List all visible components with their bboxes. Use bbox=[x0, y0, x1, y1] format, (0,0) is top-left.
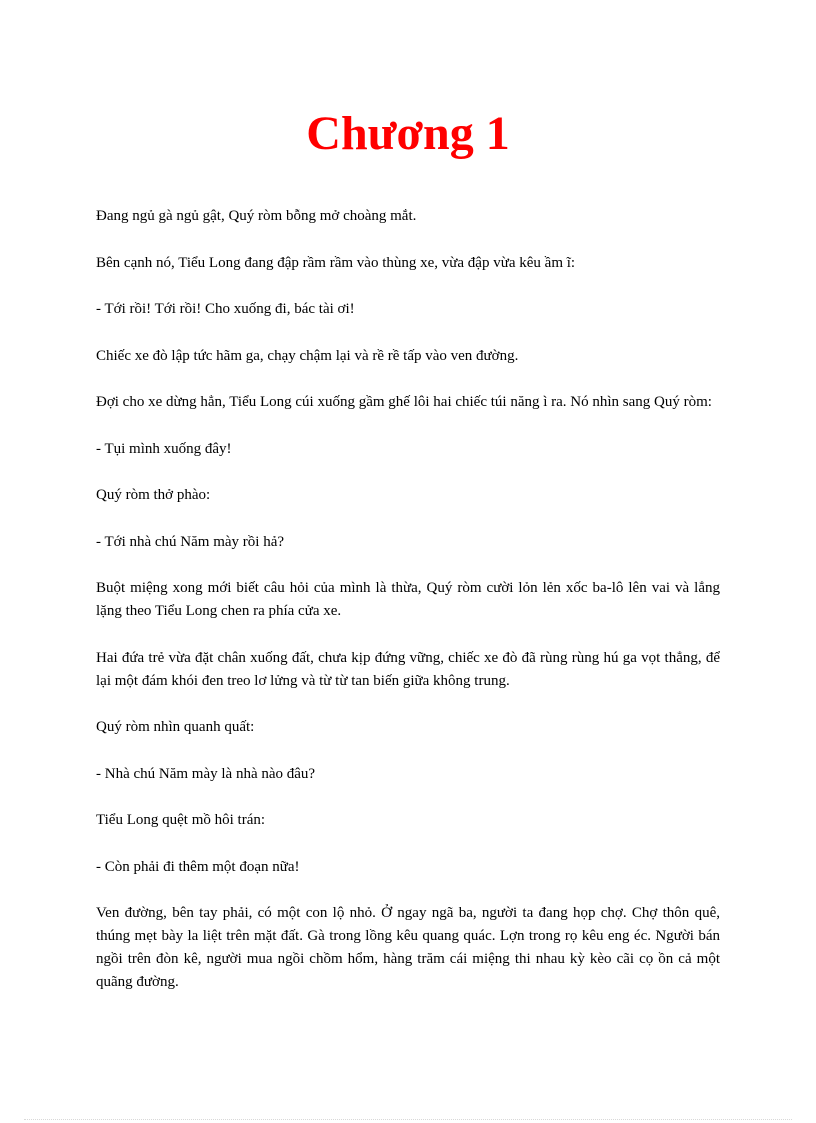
paragraph: Hai đứa trẻ vừa đặt chân xuống đất, chưa kịp đứng vững, chiếc xe đò đã rùng rùng hú ga vọt thẳng, để lại một đám khói đen treo lơ lửng và từ từ tan biến giữa không trung. bbox=[96, 649, 720, 689]
paragraph: - Còn phải đi thêm một đoạn nữa! bbox=[96, 858, 300, 875]
paragraph: Quý ròm thở phào: bbox=[96, 487, 211, 503]
paragraph: - Nhà chú Năm mày là nhà nào đâu? bbox=[96, 765, 316, 782]
chapter-body bbox=[96, 205, 720, 1018]
paragraph: - Tới rồi! Tới rồi! Cho xuống đi, bác tài ơi! bbox=[96, 301, 355, 317]
paragraph: Tiểu Long quệt mồ hôi trán: bbox=[96, 812, 266, 828]
paragraph: Bên cạnh nó, Tiểu Long đang đập rầm rầm vào thùng xe, vừa đập vừa kêu ầm ĩ: bbox=[96, 254, 576, 271]
paragraph: - Tới nhà chú Năm mày rồi hả? bbox=[96, 533, 285, 550]
paragraph: Đợi cho xe dừng hẳn, Tiểu Long cúi xuống gầm ghế lôi hai chiếc túi năng ì ra. Nó nhìn sang Quý ròm: bbox=[96, 394, 712, 410]
paragraph: Quý ròm nhìn quanh quất: bbox=[96, 719, 255, 735]
paragraph: - Tụi mình xuống đây! bbox=[96, 440, 232, 457]
paragraph: Buột miệng xong mới biết câu hỏi của mình là thừa, Quý ròm cười lỏn lẻn xốc ba-lô lên vai và lẳng lặng theo Tiểu Long chen ra phía cửa xe. bbox=[96, 580, 720, 619]
paragraph: Đang ngủ gà ngủ gật, Quý ròm bỗng mở choàng mắt. bbox=[96, 208, 417, 224]
paragraph: Chiếc xe đò lập tức hãm ga, chạy chậm lại và rề rề tấp vào ven đường. bbox=[96, 347, 519, 364]
page-bottom-edge bbox=[24, 1119, 792, 1120]
paragraph: Ven đường, bên tay phải, có một con lộ nhỏ. Ở ngay ngã ba, người ta đang họp chợ. Chợ thôn quê, thúng mẹt bày la liệt trên mặt đất. Gà trong lồng kêu quang quác. Lợn trong rọ kêu eng éc. Người bán ngồi trên đòn kê, người mua ngồi chồm hổm, hàng trăm cái miệng thi nhau kỳ kèo cãi cọ ồn cả một quãng đường. bbox=[96, 905, 720, 990]
chapter-title: Chương 1 bbox=[306, 107, 510, 160]
